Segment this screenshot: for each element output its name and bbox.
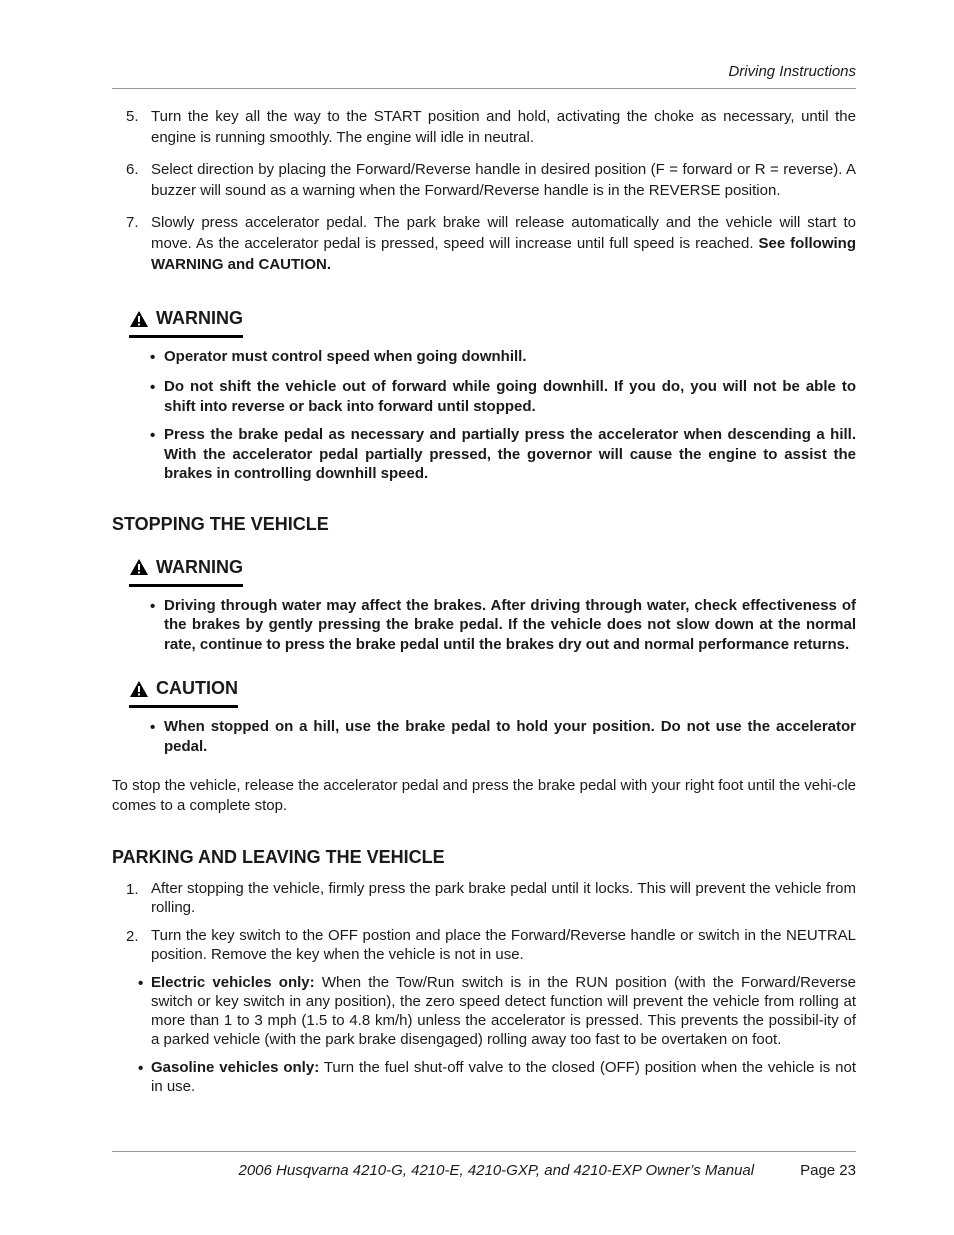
- list-item: • Operator must control speed when going downhill.: [150, 348, 527, 366]
- step-number: 1.: [126, 881, 139, 898]
- step-number: 7.: [126, 214, 139, 231]
- section-heading-parking: PARKING AND LEAVING THE VEHICLE: [112, 847, 445, 867]
- caution-callout: [129, 678, 238, 708]
- warning-triangle-icon: [129, 310, 149, 328]
- caution-list: [150, 717, 856, 756]
- stopping-paragraph: To stop the vehicle, release the accelerator pedal and press the brake pedal with your right foot until the vehi-cle comes to a complete stop.: [112, 777, 856, 814]
- step-item: [112, 926, 856, 964]
- parking-bullets: [138, 973, 856, 1096]
- step-number: 2.: [126, 928, 139, 945]
- bullet-lead: Electric vehicles only:: [151, 974, 315, 991]
- step-text: After stopping the vehicle, firmly press the park brake pedal until it locks. This will prevent the vehicle from rolling.: [151, 880, 856, 916]
- step-text: Slowly press accelerator pedal. The park brake will release automatically and the vehicle will start to move. As the accelerator pedal is pressed, speed will increase until full speed is reached. See following WARNING and CAUTION.: [151, 214, 856, 273]
- caution-label: CAUTION: [156, 678, 238, 698]
- list-item: • Driving through water may affect the brakes. After driving through water, check effectiveness of the brakes by gently pressing the brake pedal. If the vehicle does not slow down at the normal rate, continue to press the brake pedal until the brakes dry out and normal performance returns.: [150, 596, 856, 653]
- step-item: [112, 106, 856, 148]
- warning-callout: [129, 557, 243, 587]
- warning-callout: [129, 308, 243, 338]
- step-text: Turn the key switch to the OFF postion and place the Forward/Reverse handle or switch in the NEUTRAL position. Remove the key when the vehicle is not in use.: [151, 927, 856, 963]
- list-item: • Gasoline vehicles only: Turn the fuel shut-off valve to the closed (OFF) position when the vehicle is not in use.: [138, 1059, 857, 1095]
- list-item: • Electric vehicles only: When the Tow/Run switch is in the RUN position (with the Forward/Reverse switch or key switch in any position), the zero speed detect function will prevent the vehicle from rolling at more than 1 to 3 mph (1.5 to 4.8 km/h) unless the accelerator is pressed. This prevents the possibil-ity of a parked vehicle (with the park brake disengaged) rolling away too fast to be overtaken on foot.: [138, 974, 856, 1048]
- step-text: Turn the key all the way to the START position and hold, activating the choke as necessary, until the engine is running smoothly. The engine will idle in neutral.: [151, 108, 856, 146]
- header-rule: [112, 88, 856, 89]
- section-heading-stopping: STOPPING THE VEHICLE: [112, 513, 329, 534]
- step-item: [112, 159, 856, 201]
- caution-heading: [129, 678, 238, 708]
- step-item: [112, 879, 856, 917]
- step-number: 5.: [126, 108, 139, 125]
- page-content: [112, 106, 856, 1105]
- manual-title: 2006 Husqvarna 4210-G, 4210-E, 4210-GXP, and 4210-EXP Owner’s Manual: [238, 1162, 755, 1179]
- step-number: 6.: [126, 161, 139, 178]
- warning-heading: [129, 557, 243, 587]
- warning-triangle-icon: [129, 680, 149, 698]
- step-item: [112, 212, 856, 275]
- step-bold-note: See following WARNING and CAUTION.: [151, 235, 856, 273]
- warning-triangle-icon: [129, 558, 149, 576]
- list-item: • Press the brake pedal as necessary and partially press the accelerator when descending a hill. With the accelerator pedal partially pressed, the governor will cause the engine to assist the brakes in controlling downhill speed.: [150, 426, 856, 482]
- warning-label: WARNING: [156, 556, 243, 577]
- warning-heading: [129, 308, 243, 338]
- list-item: • When stopped on a hill, use the brake pedal to hold your position. Do not use the accelerator pedal.: [150, 718, 856, 755]
- page-number: Page 23: [800, 1162, 856, 1179]
- list-item: • Do not shift the vehicle out of forward while going downhill. If you do, you will not be able to shift into reverse or back into forward until stopped.: [150, 378, 856, 415]
- warning-list: [150, 596, 856, 655]
- running-header: Driving Instructions: [728, 63, 856, 80]
- warning-list: [150, 347, 856, 484]
- page-footer: [112, 1162, 856, 1179]
- bullet-lead: Gasoline vehicles only:: [151, 1059, 320, 1076]
- step-text: Select direction by placing the Forward/Reverse handle in desired position (F = forward or R = reverse). A buzzer will sound as a warning when the Forward/Reverse handle is in the REVERSE position.: [151, 161, 856, 199]
- warning-label: WARNING: [156, 308, 243, 328]
- footer-rule: [112, 1151, 856, 1152]
